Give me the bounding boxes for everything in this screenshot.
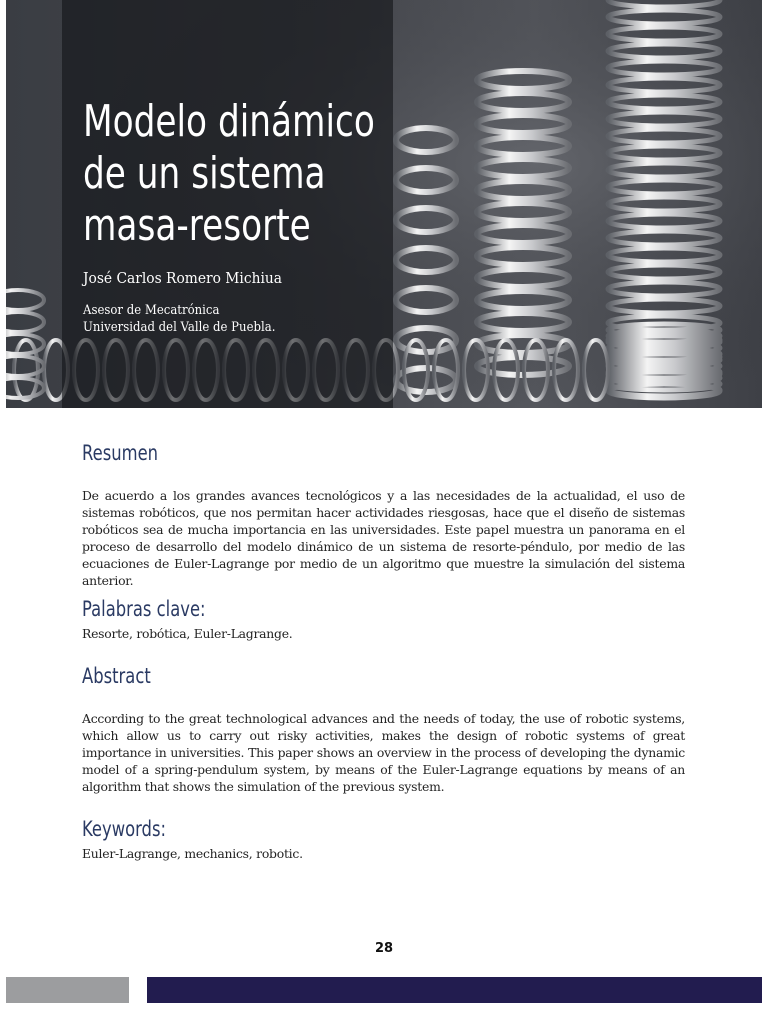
- title-line: masa-resorte: [83, 200, 311, 251]
- author-name: José Carlos Romero Michiua: [83, 269, 282, 287]
- footer-grey-bar: [6, 977, 129, 1003]
- author-affiliation: [83, 302, 275, 336]
- footer-navy-bar: [147, 977, 762, 1003]
- abstract-heading: Abstract: [82, 664, 151, 688]
- resumen-text: De acuerdo a los grandes avances tecnológicos y a las necesidades de la actualidad, el uso de sistemas robóticos, que nos permitan hacer actividades riesgosas, hace que el diseño de sistemas robóticos sea de mucha importancia en las universidades. Este papel muestra un panorama en el proceso de desarrollo del modelo dinámico de un sistema de resorte-péndulo, por medio de las ecuaciones de Euler-Lagrange por medio de un algoritmo que muestre la simulación del sistema anterior.: [82, 488, 685, 588]
- affiliation-line: Universidad del Valle de Puebla.: [83, 320, 276, 335]
- article-title: [83, 96, 375, 252]
- affiliation-line: Asesor de Mecatrónica: [83, 303, 220, 318]
- title-line: Modelo dinámico: [83, 96, 375, 147]
- header-image: [6, 0, 762, 408]
- palabras-clave-heading: Palabras clave:: [82, 597, 206, 621]
- keywords-heading: Keywords:: [82, 817, 167, 841]
- abstract-text: According to the great technological advances and the needs of today, the use of robotic systems, which allow us to carry out risky activities, makes the design of robotic systems of great importance in universities. This paper shows an overview in the process of developing the dynamic model of a spring-pendulum system, by means of the Euler-Lagrange equations by means of an algorithm that shows the simulation of the previous system.: [82, 711, 685, 794]
- keywords-text: Euler-Lagrange, mechanics, robotic.: [82, 846, 303, 861]
- page-number: 28: [374, 941, 394, 956]
- title-line: de un sistema: [83, 148, 326, 199]
- resumen-heading: Resumen: [82, 441, 159, 465]
- palabras-clave-text: Resorte, robótica, Euler-Lagrange.: [82, 626, 293, 641]
